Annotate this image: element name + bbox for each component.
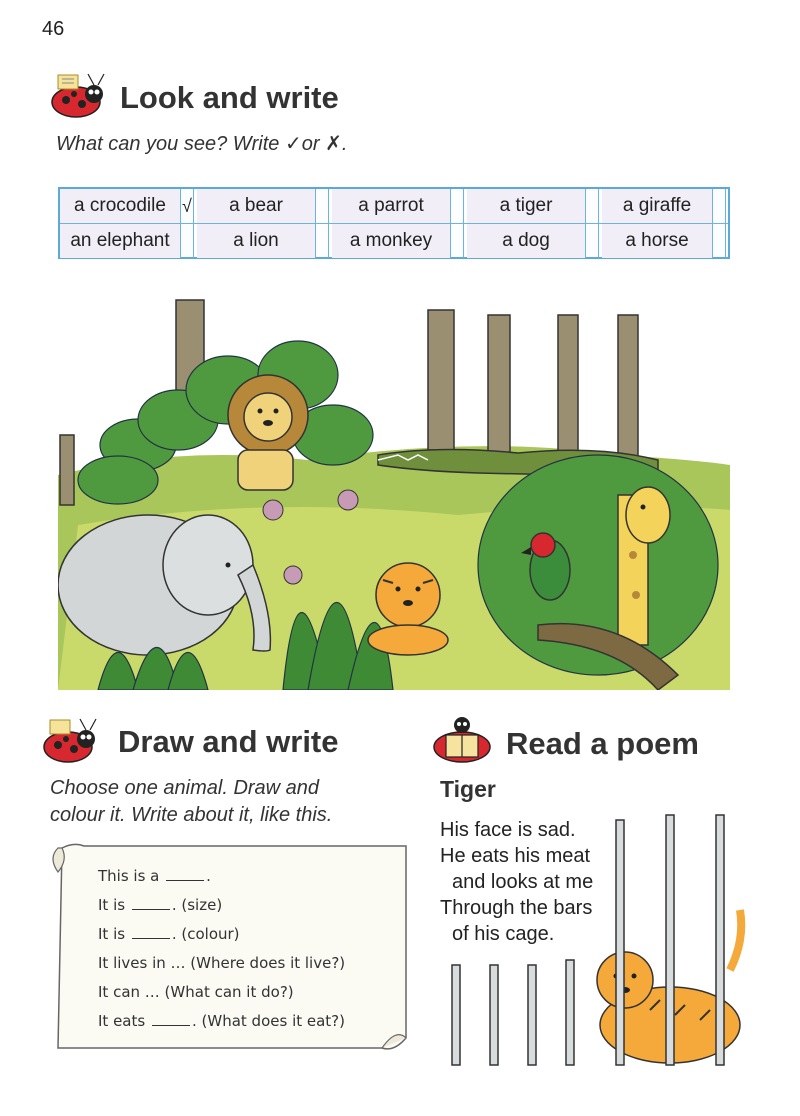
tick-box[interactable] (180, 224, 194, 258)
page-number: 46 (42, 18, 65, 40)
tick-box[interactable] (315, 189, 329, 223)
tick-box[interactable]: √ (180, 189, 194, 223)
poem-line: and looks at me (452, 871, 594, 893)
line-text: . (size) (171, 896, 223, 914)
paper-line (98, 891, 345, 920)
poem-text (440, 817, 593, 947)
line-text: It is (98, 896, 126, 914)
poem-title: Tiger (440, 776, 496, 802)
blank-line[interactable] (166, 868, 204, 881)
paper-line (98, 920, 345, 949)
tick-box[interactable] (450, 224, 464, 258)
paper-line: It can … (What can it do?) (98, 983, 294, 1001)
poem-line: of his cage. (452, 923, 555, 945)
tick-box[interactable] (585, 189, 599, 223)
word-cell: a dog (467, 224, 585, 258)
blank-line[interactable] (132, 926, 170, 939)
ladybird-icon (36, 715, 106, 765)
section-title-look-and-write: Look and write (120, 80, 339, 115)
paper-line (98, 862, 345, 891)
word-cell: a tiger (467, 189, 585, 223)
line-text: It is (98, 925, 126, 943)
word-cell: a monkey (332, 224, 450, 258)
word-cell: a bear (197, 189, 315, 223)
jungle-illustration (58, 295, 730, 690)
line-text: It eats (98, 1012, 146, 1030)
draw-and-write-instruction-1: Choose one animal. Draw and (50, 777, 320, 799)
paper-line (98, 1007, 345, 1036)
tick-box[interactable] (712, 224, 726, 258)
line-text: . (What does it eat?) (191, 1012, 345, 1030)
word-cell: an elephant (60, 224, 180, 258)
blank-line[interactable] (132, 897, 170, 910)
line-text: This is a (98, 867, 160, 885)
line-text: . (206, 867, 211, 885)
section-title-read-a-poem: Read a poem (506, 726, 699, 761)
word-cell: a giraffe (602, 189, 712, 223)
book-icon (426, 715, 496, 765)
paper-line: It lives in … (Where does it live?) (98, 954, 346, 972)
word-cell: a crocodile (60, 189, 180, 223)
section-title-draw-and-write: Draw and write (118, 724, 339, 759)
line-text: . (colour) (171, 925, 240, 943)
table-row (60, 224, 728, 258)
paper-text (98, 862, 345, 1036)
word-cell: a horse (602, 224, 712, 258)
blank-line[interactable] (152, 1013, 190, 1026)
tick-box[interactable] (585, 224, 599, 258)
draw-and-write-instruction-2: colour it. Write about it, like this. (50, 804, 333, 826)
word-table (58, 187, 730, 259)
poem-line: He eats his meat (440, 845, 591, 867)
ladybird-icon (44, 70, 114, 120)
table-row (60, 189, 728, 224)
tick-box[interactable] (712, 189, 726, 223)
word-cell: a parrot (332, 189, 450, 223)
look-and-write-instruction: What can you see? Write ✓or ✗. (56, 133, 348, 155)
word-cell: a lion (197, 224, 315, 258)
tick-box[interactable] (315, 224, 329, 258)
poem-line: Through the bars (440, 897, 593, 919)
poem-line: His face is sad. (440, 819, 576, 841)
tick-box[interactable] (450, 189, 464, 223)
